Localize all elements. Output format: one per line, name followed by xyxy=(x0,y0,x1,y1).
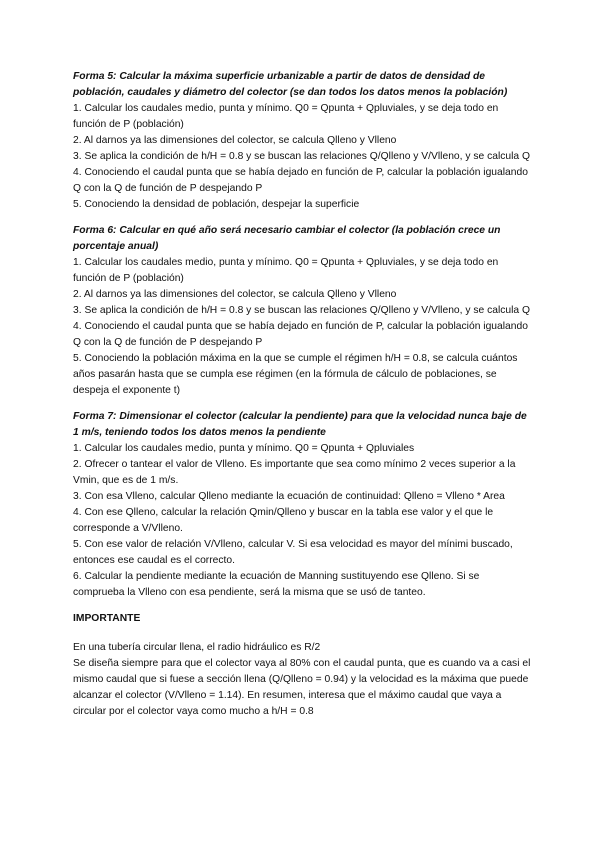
important-paragraph: En una tubería circular llena, el radio hidráulico es R/2 xyxy=(73,642,321,653)
important-paragraph: Se diseña siempre para que el colector vaya al 80% con el caudal punta, que es cuando va a casi el mismo caudal que si fuese a sección llena (Q/Qlleno = 0.94) y la velocidad es la máxima que puede alcanzar el colector (V/Vlleno = 1.14). En resumen, interesa que el máximo caudal que vaya a circular por el colector vaya como mucho a h/H = 0.8 xyxy=(73,658,531,717)
list-item: 2. Al darnos ya las dimensiones del colector, se calcula Qlleno y Vlleno xyxy=(73,135,397,146)
document-page xyxy=(73,69,531,730)
important-title: IMPORTANTE xyxy=(73,613,141,624)
list-item: 4. Conociendo el caudal punta que se había dejado en función de P, calcular la población igualando Q con la Q de función de P despejando P xyxy=(73,321,528,348)
section-forma-5 xyxy=(73,69,531,213)
list-item: 1. Calcular los caudales medio, punta y mínimo. Q0 = Qpunta + Qpluviales, y se deja todo en función de P (población) xyxy=(73,103,499,130)
list-item: 5. Conociendo la densidad de población, despejar la superficie xyxy=(73,199,360,210)
section-heading: Forma 5: Calcular la máxima superficie urbanizable a partir de datos de densidad de población, caudales y diámetro del colector (se dan todos los datos menos la población) xyxy=(73,71,508,98)
list-item: 3. Se aplica la condición de h/H = 0.8 y se buscan las relaciones Q/Qlleno y V/Vlleno, y se calcula Q xyxy=(73,305,531,316)
section-heading: Forma 7: Dimensionar el colector (calcular la pendiente) para que la velocidad nunca baje de 1 m/s, teniendo todos los datos menos la pendiente xyxy=(73,411,527,438)
list-item: 6. Calcular la pendiente mediante la ecuación de Manning sustituyendo ese Qlleno. Si se comprueba la Vlleno con esa pendiente, será la misma que se usó de tanteo. xyxy=(73,571,480,598)
section-forma-6 xyxy=(73,223,531,399)
section-forma-7 xyxy=(73,409,531,601)
list-item: 5. Conociendo la población máxima en la que se cumple el régimen h/H = 0.8, se calcula cuántos años pasarán hasta que se cumpla ese régimen (en la fórmula de cálculo de poblaciones, se despeja el exponente t) xyxy=(73,353,518,396)
list-item: 3. Se aplica la condición de h/H = 0.8 y se buscan las relaciones Q/Qlleno y V/Vlleno, y se calcula Q xyxy=(73,151,531,162)
list-item: 4. Conociendo el caudal punta que se había dejado en función de P, calcular la población igualando Q con la Q de función de P despejando P xyxy=(73,167,528,194)
list-item: 2. Ofrecer o tantear el valor de Vlleno. Es importante que sea como mínimo 2 veces superior a la Vmin, que es de 1 m/s. xyxy=(73,459,516,486)
list-item: 2. Al darnos ya las dimensiones del colector, se calcula Qlleno y Vlleno xyxy=(73,289,397,300)
list-item: 1. Calcular los caudales medio, punta y mínimo. Q0 = Qpunta + Qpluviales xyxy=(73,443,415,454)
list-item: 5. Con ese valor de relación V/Vlleno, calcular V. Si esa velocidad es mayor del mínimi buscado, entonces ese caudal es el correcto. xyxy=(73,539,513,566)
list-item: 3. Con esa Vlleno, calcular Qlleno mediante la ecuación de continuidad: Qlleno = Vlleno * Area xyxy=(73,491,505,502)
list-item: 4. Con ese Qlleno, calcular la relación Qmin/Qlleno y buscar en la tabla ese valor y el que le corresponde a V/Vlleno. xyxy=(73,507,494,534)
list-item: 1. Calcular los caudales medio, punta y mínimo. Q0 = Qpunta + Qpluviales, y se deja todo en función de P (población) xyxy=(73,257,499,284)
section-heading: Forma 6: Calcular en qué año será necesario cambiar el colector (la población crece un porcentaje anual) xyxy=(73,225,501,252)
section-important xyxy=(73,611,531,720)
